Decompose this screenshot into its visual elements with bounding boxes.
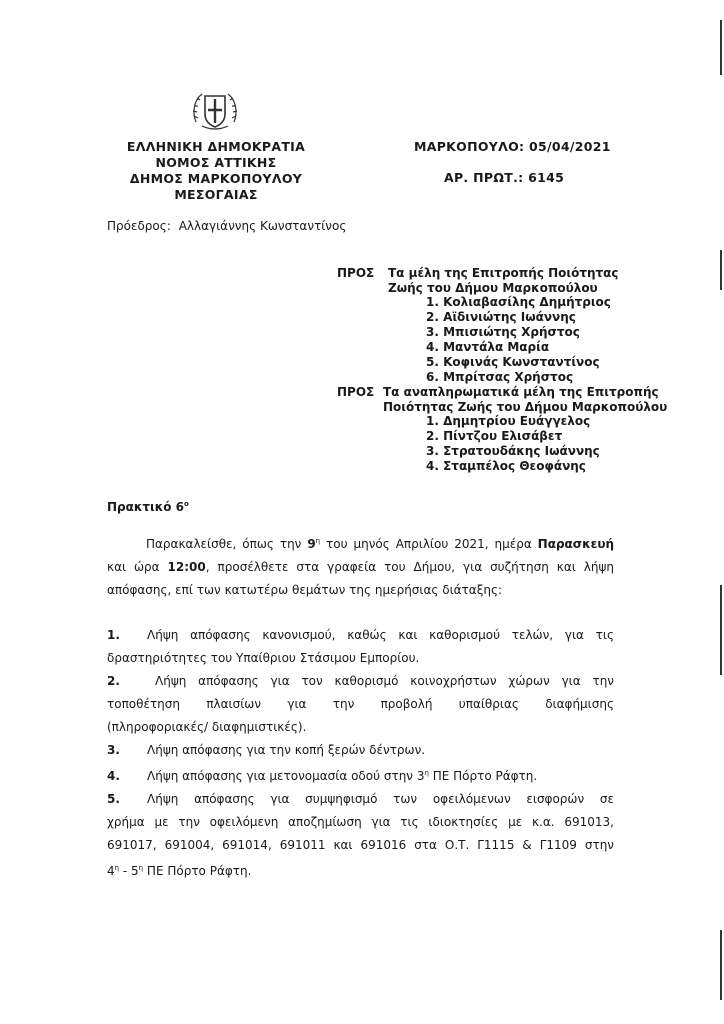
- list-item: 6. Μπρίτσας Χρήστος: [426, 370, 574, 384]
- list-item: 4. Μαντάλα Μαρία: [426, 340, 550, 354]
- org-line-municipality: ΔΗΜΟΣ ΜΑΡΚΟΠΟΥΛΟΥ: [129, 171, 303, 186]
- minutes-title: Πρακτικό $6^o$: [107, 500, 189, 514]
- org-line-country: ΕΛΛΗΝΙΚΗ ΔΗΜΟΚΡΑΤΙΑ: [126, 139, 306, 154]
- list-item: 3. Στρατουδάκης Ιωάννης: [426, 444, 600, 458]
- list-item: 5. Κοφινάς Κωνσταντίνος: [426, 355, 600, 369]
- list-item: 1. Κολιαβασίλης Δημήτριος: [426, 295, 611, 309]
- scan-edge-mark: [720, 250, 722, 290]
- list-item: 2. Αϊδινιώτης Ιωάννης: [426, 310, 576, 324]
- alternates-list: [426, 414, 600, 474]
- pros-label-2: ΠΡΟΣ: [337, 385, 375, 399]
- agenda-item-4: 4. Λήψη απόφασης για μετονομασία οδού στην $3^\eta$ ΠΕ Πόρτο Ράφτη.: [107, 769, 538, 783]
- agenda-item-1: 1. Λήψη απόφασης κανονισμού, καθώς και καθορισμού τελών, για τις δραστηριότητες του Υπαίθριου Στάσιμου Εμπορίου.: [107, 628, 614, 665]
- chair-name: Αλλαγιάννης Κωνσταντίνος: [178, 219, 347, 233]
- list-item: 4. Σταμπέλος Θεοφάνης: [426, 459, 586, 473]
- list-item: 2. Πίντζου Ελισάβετ: [426, 429, 563, 443]
- recipients-group2-line1: Τα αναπληρωματικά μέλη της Επιτροπής: [383, 385, 659, 399]
- list-item: 3. Μπισιώτης Χρήστος: [426, 325, 580, 339]
- recipients-group1-line1: Τα μέλη της Επιτροπής Ποιότητας: [388, 266, 619, 280]
- scan-edge-mark: [720, 930, 722, 1000]
- recipients-group2-line2: Ποιότητας Ζωής του Δήμου Μαρκοπούλου: [383, 400, 668, 414]
- agenda-item-5: 5. Λήψη απόφασης για συμψηφισμό των οφειλόμενων εισφορών σε χρήμα με την οφειλόμενη αποζημίωση για τις ιδιοκτησίες με κ.α. 691013, 691017, 691004, 691014, 691011 και 691016 στα Ο.Τ. Γ1115 & Γ1109 στην $4^\eta - 5^\eta$ ΠΕ Πόρτο Ράφτη.: [107, 792, 614, 878]
- protocol-number: ΑΡ. ΠΡΩΤ.: 6145: [444, 170, 565, 185]
- document-date: ΜΑΡΚΟΠΟΥΛΟ: 05/04/2021: [414, 139, 611, 154]
- intro-paragraph: Παρακαλείσθε, όπως την $9^\eta$ του μηνός Απριλίου 2021, ημέρα Παρασκευή και ώρα 12:00, προσέλθετε στα γραφεία του Δήμου, για συζήτηση και λήψη απόφασης, επί των κατωτέρω θεμάτων της ημερήσιας διάταξης:: [107, 537, 614, 597]
- org-line-region: ΜΕΣΟΓΑΙΑΣ: [174, 187, 258, 202]
- org-header: [96, 139, 336, 203]
- scan-edge-mark: [720, 20, 722, 75]
- agenda-list: [107, 624, 614, 883]
- org-line-prefecture: ΝΟΜΟΣ ΑΤΤΙΚΗΣ: [155, 155, 277, 170]
- agenda-item-3: 3. Λήψη απόφασης για την κοπή ξερών δέντρων.: [107, 743, 426, 757]
- recipients-group1-line2: Ζωής του Δήμου Μαρκοπούλου: [388, 281, 598, 295]
- chair-line: [107, 219, 346, 233]
- scan-edge-mark: [720, 585, 722, 675]
- members-list: [426, 295, 611, 385]
- list-item: 1. Δημητρίου Ευάγγελος: [426, 414, 591, 428]
- pros-label-1: ΠΡΟΣ: [337, 266, 375, 280]
- chair-label: Πρόεδρος:: [107, 219, 171, 233]
- coat-of-arms-icon: [190, 88, 240, 134]
- agenda-item-2: 2. Λήψη απόφασης για τον καθορισμό κοινοχρήστων χώρων για την τοποθέτηση πλαισίων για την προβολή υπαίθριας διαφήμισης (πληροφοριακές/ διαφημιστικές).: [107, 674, 614, 734]
